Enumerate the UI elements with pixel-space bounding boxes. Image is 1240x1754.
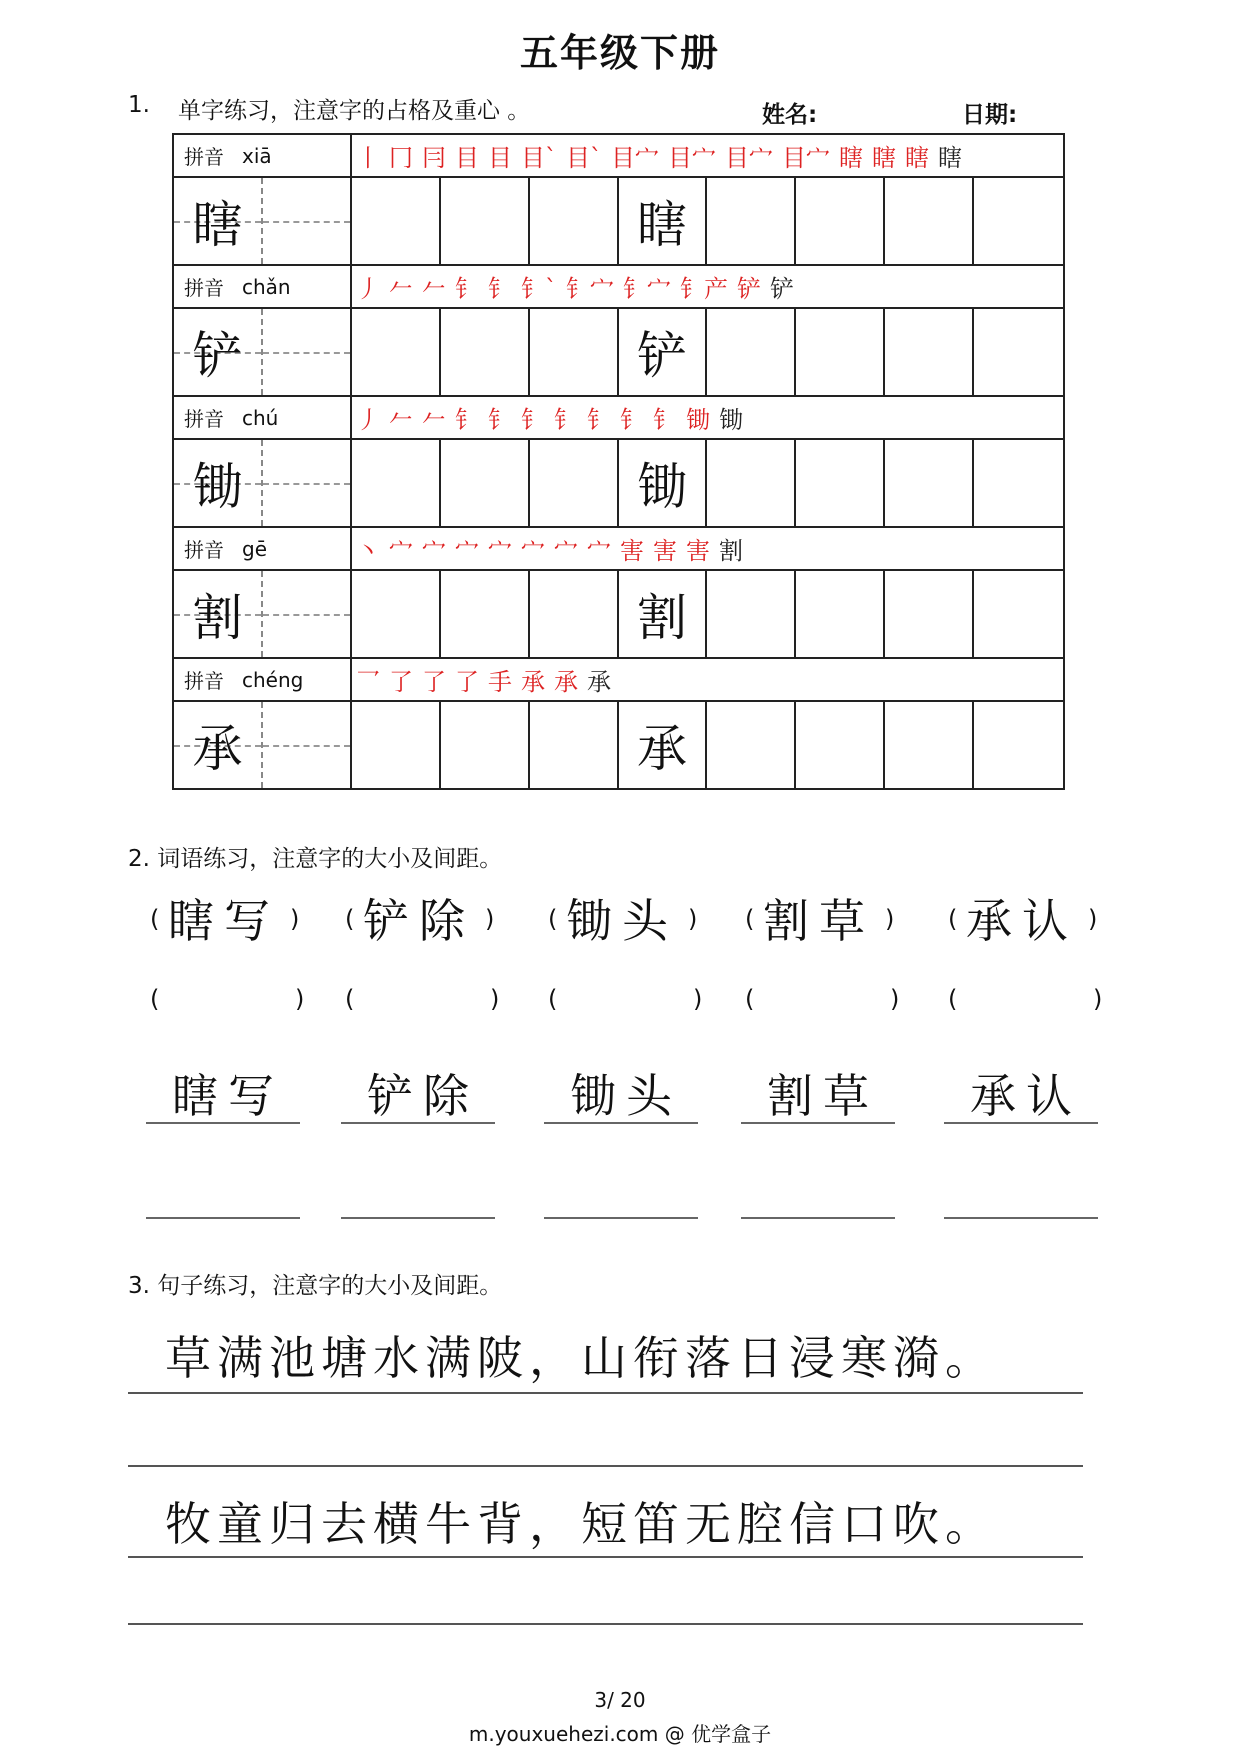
pinyin-label: 拼音 [184,538,224,562]
char-cell [174,440,263,526]
model-char: 锄 [192,458,243,516]
pinyin-paren-open: ( [548,985,558,1013]
word-model: 割草 [763,894,875,948]
writing-line[interactable] [741,1122,895,1124]
trace-char: 铲 [636,327,687,385]
writing-cell[interactable] [885,178,974,264]
paren-close: ) [885,905,895,933]
stroke-step: 瞎 [839,144,863,172]
writing-line[interactable] [146,1217,300,1219]
stroke-step: 钅 [488,275,512,303]
stroke-step: 目 [488,144,512,172]
stroke-step: 害 [686,537,710,565]
name-label: 姓名: [762,102,818,128]
writing-cell[interactable] [885,702,974,788]
writing-cell[interactable] [885,309,974,395]
stroke-step: 钅 [455,406,479,434]
writing-cell[interactable] [974,178,1063,264]
paren-open: ( [745,905,755,933]
writing-cell[interactable] [796,571,885,657]
char-group [172,133,1065,264]
pinyin-value: chú [242,405,279,430]
stroke-step: 宀 [389,537,413,565]
guide-line [263,352,350,354]
writing-cell[interactable] [352,309,441,395]
stroke-order [352,266,1063,307]
pinyin-cell [174,659,352,700]
stroke-step: 割 [719,537,743,565]
writing-line[interactable] [544,1122,698,1124]
stroke-step: 瞎 [872,144,896,172]
writing-cell[interactable] [263,571,352,657]
word-trace: 瞎写 [172,1069,284,1123]
trace-char: 割 [636,589,687,647]
trace-char: 承 [636,720,687,778]
footer-site: m.youxuehezi.com @ 优学盒子 [468,1722,772,1746]
char-row [172,176,1065,264]
section2-heading: 2. 词语练习，注意字的大小及间距。 [128,846,503,872]
stroke-step: 目宀 [668,144,716,172]
word-model: 承认 [966,894,1078,948]
pinyin-row [172,133,1065,176]
pinyin-paren-close: ) [890,985,900,1013]
word-trace: 割草 [767,1069,879,1123]
section3-heading: 3. 句子练习，注意字的大小及间距。 [128,1273,503,1299]
writing-cell[interactable] [263,178,352,264]
char-row [172,700,1065,790]
pinyin-label: 拼音 [184,276,224,300]
stroke-step: 丶 [356,537,380,565]
pinyin-paren-close: ) [490,985,500,1013]
pinyin-paren-open: ( [150,985,160,1013]
paren-close: ) [485,905,495,933]
stroke-step: 钅宀 [623,275,671,303]
writing-cell[interactable] [352,440,441,526]
stroke-step: 铲 [737,275,761,303]
writing-cell[interactable] [441,702,530,788]
stroke-step: 钅 [488,406,512,434]
writing-cell[interactable] [707,309,796,395]
stroke-step: 宀 [422,537,446,565]
pinyin-value: chǎn [242,274,291,299]
pinyin-label: 拼音 [184,145,224,169]
stroke-step: 乛 [356,668,380,696]
stroke-step: 承 [521,668,545,696]
stroke-step: 宀 [455,537,479,565]
stroke-step: 锄 [719,406,743,434]
paren-open: ( [948,905,958,933]
pinyin-paren-open: ( [745,985,755,1013]
model-char: 铲 [192,327,243,385]
stroke-step: 丿 [356,275,380,303]
pinyin-cell [174,266,352,307]
stroke-step: 宀 [521,537,545,565]
stroke-step: 目` [521,144,557,172]
pinyin-cell [174,528,352,569]
char-group [172,657,1065,790]
trace-char: 瞎 [636,196,687,254]
pinyin-paren-close: ) [1093,985,1103,1013]
char-group [172,264,1065,395]
writing-line[interactable] [146,1122,300,1124]
pinyin-value: chéng [242,667,304,692]
char-group [172,395,1065,526]
stroke-step: 了 [389,668,413,696]
stroke-step: 害 [620,537,644,565]
pinyin-row [172,264,1065,307]
stroke-step: 宀 [488,537,512,565]
char-row [172,569,1065,657]
stroke-order [352,528,1063,569]
stroke-step: 𠂉 [422,275,446,303]
sentence-2: 牧童归去横牛背，短笛无腔信口吹。 [165,1497,997,1551]
date-label: 日期: [962,102,1018,128]
pinyin-paren-close: ) [693,985,703,1013]
pinyin-value: xiā [242,143,272,168]
word-trace: 锄头 [570,1069,682,1123]
word-model: 锄头 [566,894,678,948]
stroke-step: 害 [653,537,677,565]
guide-line [263,614,350,616]
writing-cell[interactable] [263,440,352,526]
writing-cell[interactable] [263,702,352,788]
writing-cell[interactable] [707,440,796,526]
writing-line[interactable] [944,1122,1098,1124]
writing-cell[interactable] [707,702,796,788]
writing-line[interactable] [128,1556,1083,1558]
char-cell [619,309,708,395]
guide-line [263,745,350,747]
pinyin-cell [174,135,352,176]
stroke-step: 钅 [521,406,545,434]
paren-close: ) [688,905,698,933]
writing-line[interactable] [341,1217,495,1219]
stroke-step: 宀 [554,537,578,565]
word-trace: 承认 [970,1069,1082,1123]
stroke-order [352,135,1063,176]
stroke-step: 目` [566,144,602,172]
writing-cell[interactable] [352,702,441,788]
guide-line [263,483,350,485]
pinyin-row [172,657,1065,700]
guide-line [263,221,350,223]
stroke-step: 钅 [587,406,611,434]
writing-cell[interactable] [441,440,530,526]
pinyin-row [172,526,1065,569]
paren-close: ) [290,905,300,933]
writing-line[interactable] [128,1392,1083,1394]
stroke-step: 瞎 [905,144,929,172]
char-cell [619,440,708,526]
char-practice-grid [172,133,1065,790]
writing-cell[interactable] [796,702,885,788]
paren-open: ( [345,905,355,933]
char-cell [174,702,263,788]
char-cell [619,702,708,788]
char-row [172,438,1065,526]
writing-cell[interactable] [530,178,619,264]
writing-cell[interactable] [530,440,619,526]
stroke-step: 钅宀 [566,275,614,303]
writing-cell[interactable] [796,178,885,264]
char-cell [619,571,708,657]
writing-cell[interactable] [352,178,441,264]
stroke-step: 了 [422,668,446,696]
stroke-order [352,397,1063,438]
char-cell [174,571,263,657]
stroke-step: 钅 [620,406,644,434]
writing-cell[interactable] [885,571,974,657]
stroke-step: 目宀 [725,144,773,172]
model-char: 承 [192,720,243,778]
pinyin-row [172,395,1065,438]
stroke-step: 锄 [686,406,710,434]
stroke-step: 冂 [389,144,413,172]
writing-cell[interactable] [974,571,1063,657]
stroke-step: 钅 [653,406,677,434]
writing-cell[interactable] [441,178,530,264]
stroke-step: 𠂉 [389,406,413,434]
stroke-step: 手 [488,668,512,696]
sentence-1: 草满池塘水满陂，山衔落日浸寒漪。 [165,1331,997,1385]
writing-line[interactable] [128,1465,1083,1467]
char-cell [174,178,263,264]
writing-cell[interactable] [974,309,1063,395]
writing-cell[interactable] [974,440,1063,526]
writing-line[interactable] [128,1623,1083,1625]
stroke-step: 宀 [587,537,611,565]
stroke-step: 承 [587,668,611,696]
stroke-step: 承 [554,668,578,696]
pinyin-paren-open: ( [345,985,355,1013]
pinyin-cell [174,397,352,438]
stroke-step: 钅 [455,275,479,303]
pinyin-paren-open: ( [948,985,958,1013]
writing-cell[interactable] [530,571,619,657]
writing-cell[interactable] [885,440,974,526]
writing-line[interactable] [741,1217,895,1219]
char-row [172,307,1065,395]
writing-cell[interactable] [530,702,619,788]
stroke-step: 钅 [554,406,578,434]
word-trace: 铲除 [367,1069,479,1123]
writing-cell[interactable] [263,309,352,395]
word-model: 铲除 [363,894,475,948]
pinyin-paren-close: ) [295,985,305,1013]
stroke-step: 瞎 [938,144,962,172]
pinyin-label: 拼音 [184,407,224,431]
writing-cell[interactable] [796,309,885,395]
stroke-step: 了 [455,668,479,696]
stroke-order [352,659,1063,700]
writing-cell[interactable] [974,702,1063,788]
stroke-step: 𠂉 [422,406,446,434]
writing-cell[interactable] [441,571,530,657]
writing-cell[interactable] [352,571,441,657]
page-number: 3/ 20 [594,1688,646,1712]
paren-open: ( [150,905,160,933]
page-title: 五年级下册 [519,31,720,75]
writing-cell[interactable] [707,178,796,264]
stroke-step: 丨 [356,144,380,172]
section1-number: 1. [128,92,150,118]
char-cell [619,178,708,264]
pinyin-value: gē [242,536,267,561]
stroke-step: 丿 [356,406,380,434]
writing-cell[interactable] [707,571,796,657]
stroke-step: 目宀 [782,144,830,172]
stroke-step: 𠂉 [389,275,413,303]
char-cell [174,309,263,395]
stroke-step: 冃 [422,144,446,172]
writing-line[interactable] [944,1217,1098,1219]
char-group [172,526,1065,657]
pinyin-label: 拼音 [184,669,224,693]
word-model: 瞎写 [168,894,280,948]
writing-cell[interactable] [796,440,885,526]
stroke-step: 钅` [521,275,557,303]
paren-open: ( [548,905,558,933]
model-char: 瞎 [192,196,243,254]
trace-char: 锄 [636,458,687,516]
paren-close: ) [1088,905,1098,933]
writing-cell[interactable] [441,309,530,395]
writing-line[interactable] [341,1122,495,1124]
model-char: 割 [192,589,243,647]
writing-cell[interactable] [530,309,619,395]
writing-line[interactable] [544,1217,698,1219]
stroke-step: 钅产 [680,275,728,303]
stroke-step: 目 [455,144,479,172]
stroke-step: 目宀 [611,144,659,172]
stroke-step: 铲 [770,275,794,303]
section1-heading: 单字练习，注意字的占格及重心 。 [178,98,531,124]
